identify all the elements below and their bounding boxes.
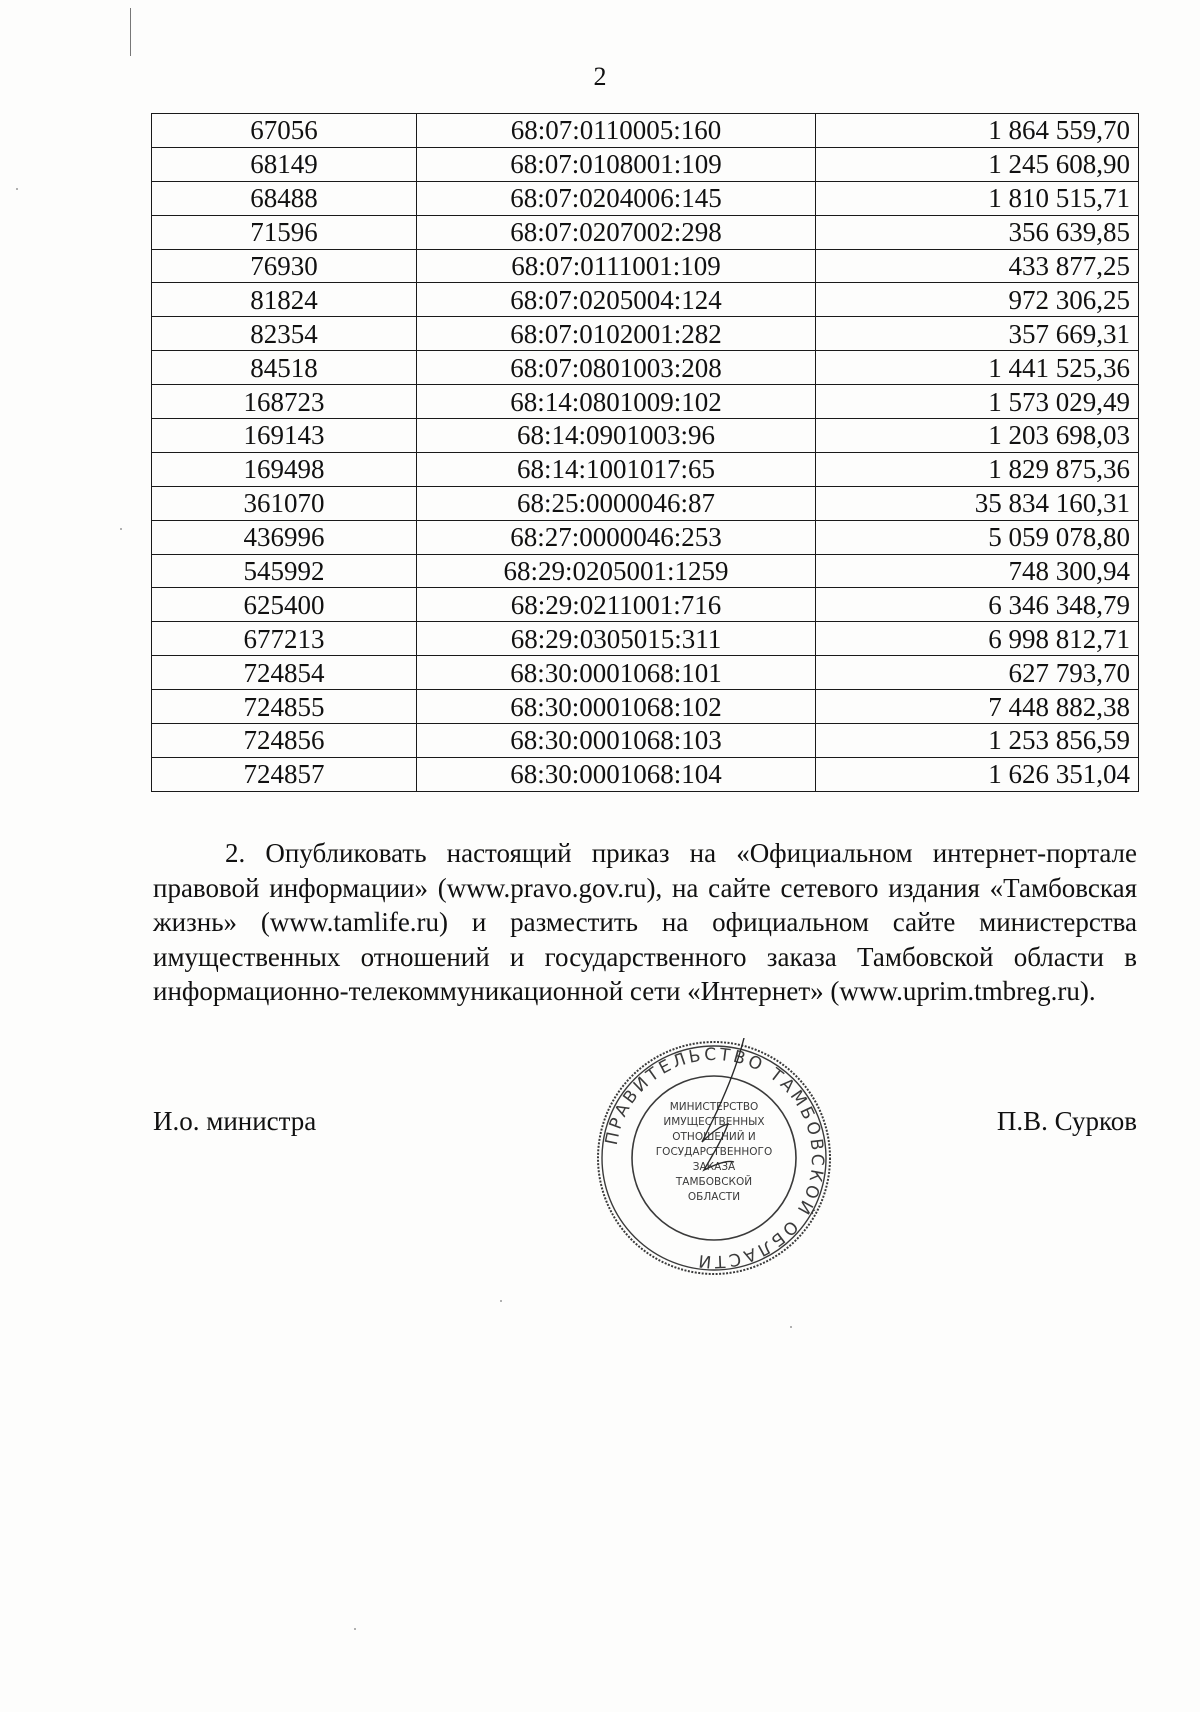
- table-row: [152, 622, 1139, 656]
- cell-value: 1 253 856,59: [816, 724, 1139, 758]
- cell-cadastral-number: 68:14:1001017:65: [417, 452, 816, 486]
- stamp-inner-line: ТАМБОВСКОЙ: [675, 1176, 753, 1188]
- cell-id: 82354: [152, 317, 417, 351]
- stamp-inner-line: ГОСУДАРСТВЕННОГО: [655, 1146, 773, 1158]
- property-table: [151, 113, 1139, 792]
- cell-value: 35 834 160,31: [816, 486, 1139, 520]
- table-row: [152, 351, 1139, 385]
- cell-id: 68488: [152, 181, 417, 215]
- table-row: [152, 249, 1139, 283]
- cell-id: 545992: [152, 554, 417, 588]
- cell-id: 169498: [152, 452, 417, 486]
- stamp-inner-line: МИНИСТЕРСТВО: [669, 1101, 759, 1113]
- cell-cadastral-number: 68:07:0111001:109: [417, 249, 816, 283]
- cell-cadastral-number: 68:14:0901003:96: [417, 419, 816, 453]
- table-row: [152, 385, 1139, 419]
- cell-id: 625400: [152, 588, 417, 622]
- cell-cadastral-number: 68:07:0108001:109: [417, 147, 816, 181]
- cell-id: 71596: [152, 215, 417, 249]
- cell-id: 68149: [152, 147, 417, 181]
- cell-value: 1 864 559,70: [816, 114, 1139, 148]
- table-row: [152, 656, 1139, 690]
- cell-cadastral-number: 68:29:0211001:716: [417, 588, 816, 622]
- cell-value: 748 300,94: [816, 554, 1139, 588]
- stamp-inner-line: ОТНОШЕНИЙ И: [672, 1131, 756, 1143]
- cell-cadastral-number: 68:25:0000046:87: [417, 486, 816, 520]
- table-row: [152, 283, 1139, 317]
- table-row: [152, 317, 1139, 351]
- table-row: [152, 520, 1139, 554]
- table-row: [152, 724, 1139, 758]
- cell-cadastral-number: 68:27:0000046:253: [417, 520, 816, 554]
- cell-id: 724856: [152, 724, 417, 758]
- margin-mark: [130, 8, 131, 56]
- table-row: [152, 452, 1139, 486]
- cell-id: 724855: [152, 690, 417, 724]
- table-row: [152, 588, 1139, 622]
- cell-id: 84518: [152, 351, 417, 385]
- stamp-inner-line: ИМУЩЕСТВЕННЫХ: [663, 1116, 765, 1128]
- cell-cadastral-number: 68:07:0207002:298: [417, 215, 816, 249]
- cell-cadastral-number: 68:30:0001068:104: [417, 757, 816, 791]
- table-row: [152, 690, 1139, 724]
- cell-id: 677213: [152, 622, 417, 656]
- table-row: [152, 215, 1139, 249]
- cell-id: 169143: [152, 419, 417, 453]
- cell-value: 972 306,25: [816, 283, 1139, 317]
- table-body: [152, 114, 1139, 792]
- stamp-inner-line: ОБЛАСТИ: [687, 1191, 741, 1203]
- publication-paragraph: 2. Опубликовать настоящий приказ на «Официальном интернет-портале правовой информации» (www.pravo.gov.ru), на сайте сетевого издания «Тамбовская жизнь» (www.tamlife.ru) и разместить на официальном сайте министерства имущественных отношений и государственного заказа Тамбовской области в информационно-телекоммуникационной сети «Интернет» (www.uprim.tmbreg.ru).: [153, 838, 1137, 1006]
- cell-value: 1 810 515,71: [816, 181, 1139, 215]
- cell-id: 361070: [152, 486, 417, 520]
- table-row: [152, 147, 1139, 181]
- cell-value: 1 573 029,49: [816, 385, 1139, 419]
- cell-id: 168723: [152, 385, 417, 419]
- signatory-position: И.о. министра: [153, 1106, 317, 1136]
- cell-cadastral-number: 68:29:0205001:1259: [417, 554, 816, 588]
- cell-cadastral-number: 68:07:0205004:124: [417, 283, 816, 317]
- cell-id: 724857: [152, 757, 417, 791]
- signatory-name: П.В. Сурков: [996, 1106, 1137, 1136]
- cell-cadastral-number: 68:07:0102001:282: [417, 317, 816, 351]
- cell-cadastral-number: 68:07:0110005:160: [417, 114, 816, 148]
- cell-id: 724854: [152, 656, 417, 690]
- cell-value: 627 793,70: [816, 656, 1139, 690]
- cell-value: 5 059 078,80: [816, 520, 1139, 554]
- table-row: [152, 114, 1139, 148]
- table-row: [152, 486, 1139, 520]
- cell-id: 81824: [152, 283, 417, 317]
- stamp-outer-text: ПРАВИТЕЛЬСТВО ТАМБОВСКОЙ ОБЛАСТИ: [601, 1044, 828, 1272]
- page-number: 2: [593, 62, 607, 91]
- cell-value: 1 203 698,03: [816, 419, 1139, 453]
- cell-cadastral-number: 68:07:0801003:208: [417, 351, 816, 385]
- official-stamp: [594, 1038, 834, 1278]
- cell-cadastral-number: 68:30:0001068:102: [417, 690, 816, 724]
- cell-cadastral-number: 68:30:0001068:103: [417, 724, 816, 758]
- cell-id: 76930: [152, 249, 417, 283]
- cell-value: 357 669,31: [816, 317, 1139, 351]
- cell-value: 6 346 348,79: [816, 588, 1139, 622]
- table-row: [152, 419, 1139, 453]
- cell-cadastral-number: 68:07:0204006:145: [417, 181, 816, 215]
- cell-cadastral-number: 68:29:0305015:311: [417, 622, 816, 656]
- cell-cadastral-number: 68:30:0001068:101: [417, 656, 816, 690]
- cell-value: 356 639,85: [816, 215, 1139, 249]
- cell-value: 1 245 608,90: [816, 147, 1139, 181]
- cell-cadastral-number: 68:14:0801009:102: [417, 385, 816, 419]
- cell-value: 7 448 882,38: [816, 690, 1139, 724]
- stamp-inner-line: ЗАКАЗА: [692, 1161, 736, 1173]
- table-row: [152, 181, 1139, 215]
- cell-value: 1 441 525,36: [816, 351, 1139, 385]
- cell-id: 436996: [152, 520, 417, 554]
- cell-value: 6 998 812,71: [816, 622, 1139, 656]
- table-row: [152, 757, 1139, 791]
- cell-value: 1 626 351,04: [816, 757, 1139, 791]
- cell-value: 433 877,25: [816, 249, 1139, 283]
- table-row: [152, 554, 1139, 588]
- cell-id: 67056: [152, 114, 417, 148]
- cell-value: 1 829 875,36: [816, 452, 1139, 486]
